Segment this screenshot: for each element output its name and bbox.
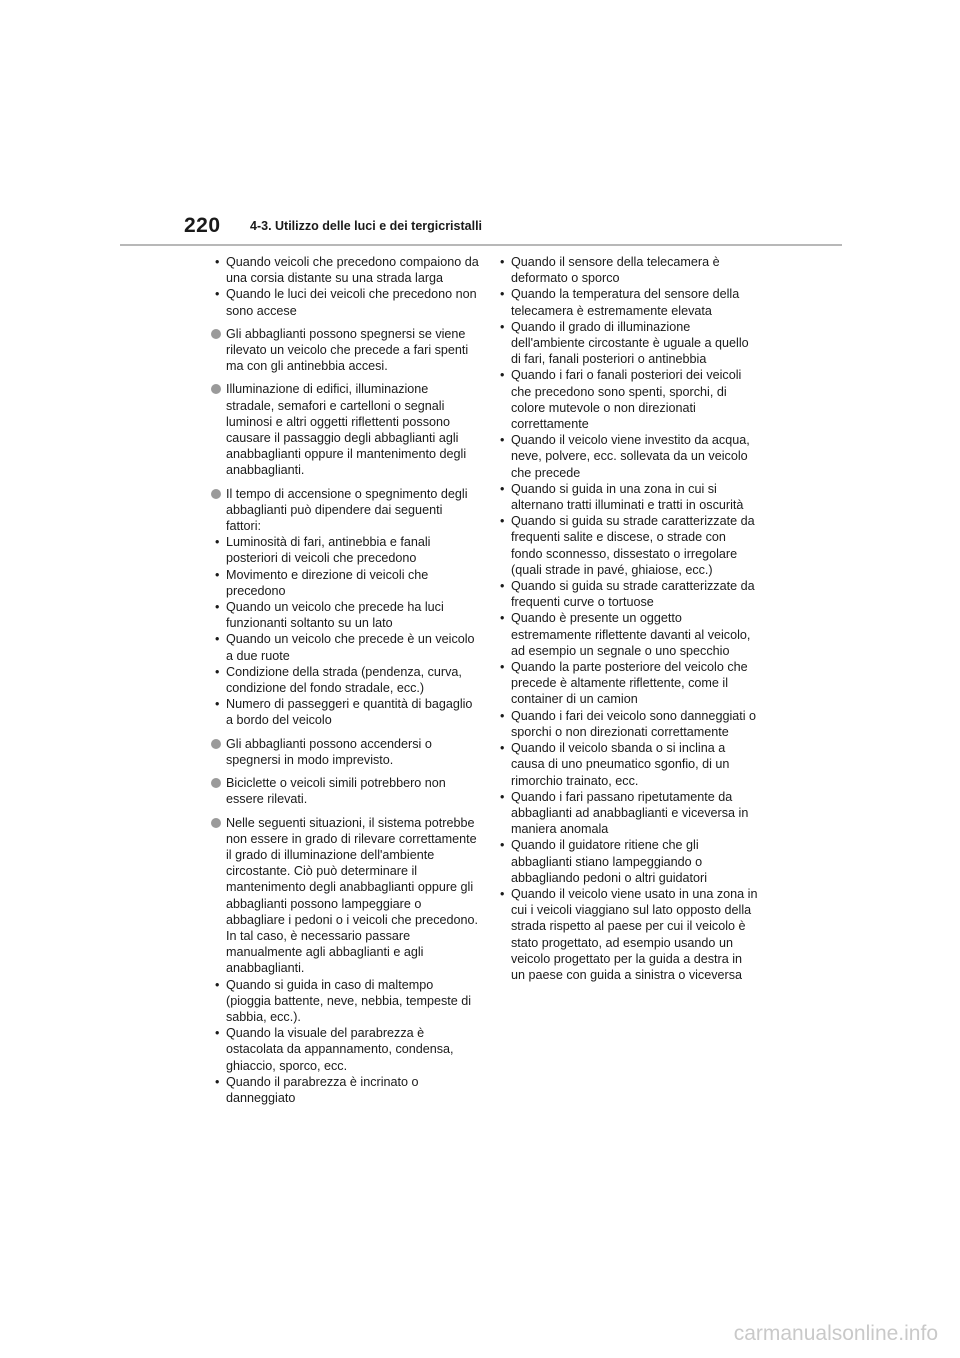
intro-bullet-list [211,254,479,319]
list-item: • Quando veicoli che precedono compaiono da una corsia distante su una strada larga [215,255,479,286]
list-item: • Quando si guida su strade caratterizzate da frequenti curve o tortuose [500,579,755,610]
bullet-dot-icon [211,329,221,339]
bullet-dot-icon [211,489,221,499]
list-item: • Quando i fari o fanali posteriori dei veicoli che precedono sono spenti, sporchi, di colore mutevole o non direzionati correttamente [500,368,742,432]
list-item: • Quando il parabrezza è incrinato o danneggiato [215,1074,419,1105]
list-item: • Quando si guida su strade caratterizzate da frequenti salite e discese, o strade con fondo sconnesso, dissestato o irregolare (quali strade in pavé, ghiaiose, ecc.) [500,514,755,577]
note-paragraph: Illuminazione di edifici, illuminazione stradale, semafori e cartelloni o segnali luminosi e altri oggetti riflettenti possono causare il passaggio degli abbaglianti agli anabbaglianti oppure il mantenimento degli anabbaglianti. [211,381,479,478]
situations-continued-list [496,254,758,983]
list-item: • Quando i fari passano ripetutamente da abbaglianti ad anabbaglianti e viceversa in maniera anomala [500,789,749,837]
list-item: • Numero di passeggeri e quantità di bagaglio a bordo del veicolo [215,697,473,728]
bullet-dot-icon [211,778,221,788]
list-item: • Quando il veicolo viene investito da acqua, neve, polvere, ecc. sollevata da un veicolo che precede [500,433,750,480]
list-item: • Quando il grado di illuminazione dell'ambiente circostante è uguale a quello di fari, fanali posteriori o antinebbia [500,319,749,367]
list-item: • Quando la visuale del parabrezza è ostacolata da appannamento, condensa, ghiaccio, sporco, ecc. [215,1026,454,1073]
note-paragraph: Nelle seguenti situazioni, il sistema potrebbe non essere in grado di rilevare correttamente il grado di illuminazione dell'ambiente circostante. Ciò può determinare il mantenimento degli anabbaglianti oppure gli abbaglianti possono lampeggiare o abbagliare i pedoni o i veicoli che precedono. In tal caso, è necessario passare manualmente agli abbaglianti e agli anabbaglianti. [211,815,479,977]
list-item: • Quando i fari dei veicolo sono danneggiati o sporchi o non direzionati correttamente [500,708,757,739]
list-item: • Quando si guida in caso di maltempo (pioggia battente, neve, nebbia, tempeste di sabbia, ecc.). [215,977,472,1024]
list-item: • Quando è presente un oggetto estremamente riflettente davanti al veicolo, ad esempio un segnale o uno specchio [500,611,751,658]
list-item: • Luminosità di fari, antinebbia e fanali posteriori di veicoli che precedono [215,535,431,566]
factors-bullet-list [211,534,479,728]
list-item: • Quando la parte posteriore del veicolo che precede è altamente riflettente, come il container di un camion [500,660,748,707]
situations-bullet-list [211,977,479,1107]
list-item: • Condizione della strada (pendenza, curva, condizione del fondo stradale, ecc.) [215,664,462,696]
list-item: • Quando un veicolo che precede è un veicolo a due ruote [215,632,475,663]
header-divider [120,244,842,246]
watermark: carmanualsonline.info [733,1322,938,1345]
list-item: • Movimento e direzione di veicoli che precedono [215,567,429,598]
list-item: • Quando un veicolo che precede ha luci funzionanti soltanto su un lato [215,600,444,631]
note-paragraph: Biciclette o veicoli simili potrebbero non essere rilevati. [211,775,479,807]
list-item: • Quando le luci dei veicoli che precedono non sono accese [215,287,477,318]
note-paragraph: Gli abbaglianti possono spegnersi se viene rilevato un veicolo che precede a fari spenti ma con gli antinebbia accesi. [211,326,479,375]
list-item: • Quando si guida in una zona in cui si alternano tratti illuminati e tratti in oscurità [500,481,744,513]
bullet-dot-icon [211,739,221,749]
note-paragraph: Il tempo di accensione o spegnimento degli abbaglianti può dipendere dai seguenti fattori: [211,486,479,535]
bullet-dot-icon [211,818,221,828]
section-title: 4-3. Utilizzo delle luci e dei tergicristalli [250,219,483,233]
left-column [211,254,479,1113]
bullet-dot-icon [211,384,221,394]
right-column [496,254,758,990]
list-item: • Quando il sensore della telecamera è deformato o sporco [500,255,720,286]
list-item: • Quando il veicolo viene usato in una zona in cui i veicoli viaggiano sul lato opposto della strada rispetto al paese per cui il veicolo è stato progettato, ad esempio usando un veicolo progettato per la guida a destra in un paese con guida a sinistra o viceversa [500,886,758,982]
list-item: • Quando la temperatura del sensore della telecamera è estremamente elevata [500,287,740,318]
list-item: • Quando il veicolo sbanda o si inclina a causa di uno pneumatico sgonfio, di un rimorchio trainato, ecc. [500,741,730,788]
list-item: • Quando il guidatore ritiene che gli abbaglianti stiano lampeggiando o abbagliando pedoni o altri guidatori [500,838,708,885]
page-number: 220 [184,214,221,237]
note-paragraph: Gli abbaglianti possono accendersi o spegnersi in modo imprevisto. [211,736,479,768]
